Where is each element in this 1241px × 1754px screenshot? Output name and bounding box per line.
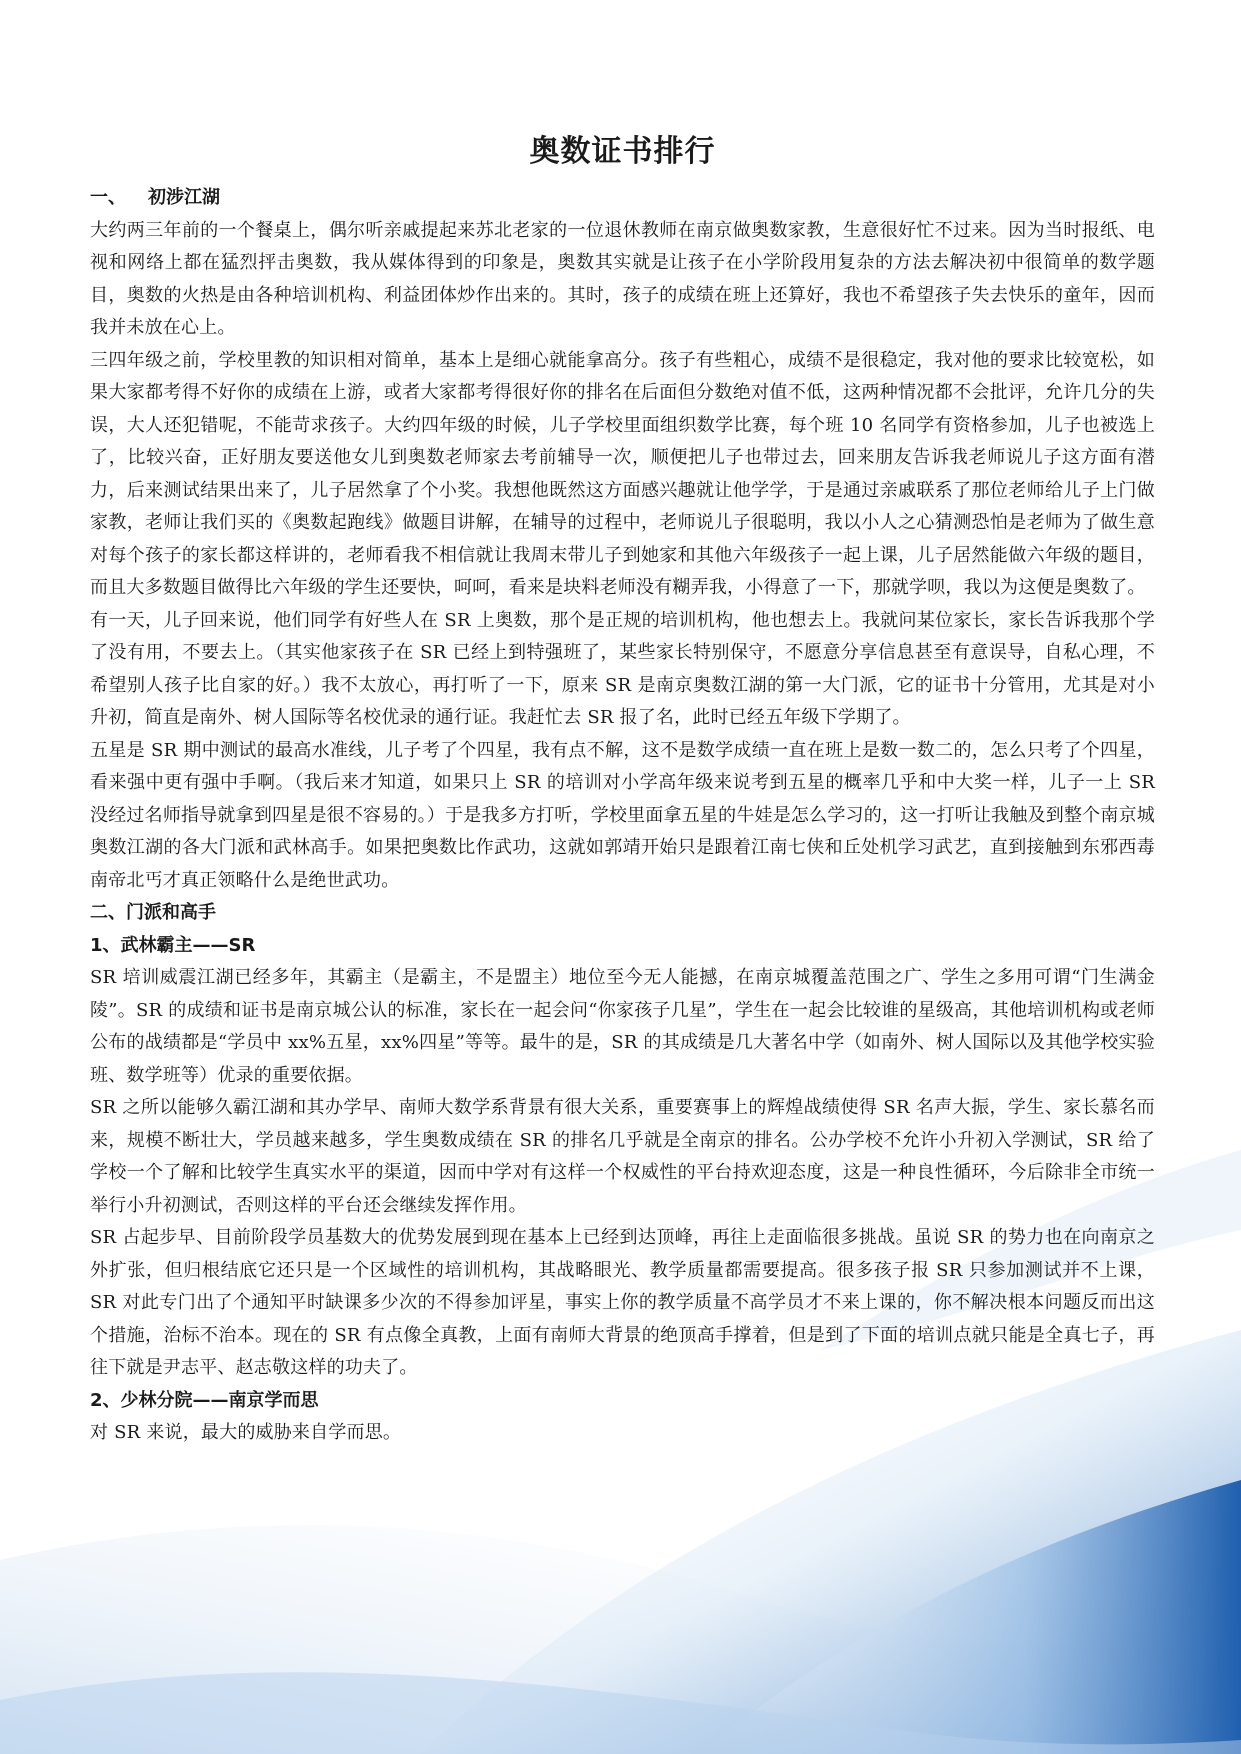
subsection-heading-xueersi: 2、少林分院——南京学而思: [90, 1389, 319, 1411]
subsection-heading-sr: 1、武林霸主——SR: [90, 934, 256, 956]
paragraph: 五星是 SR 期中测试的最高水准线，儿子考了个四星，我有点不解，这不是数学成绩一直在班上是数一数二的，怎么只考了个四星，看来强中更有强中手啊。（我后来才知道，如果只上 SR 的培训对小学高年级来说考到五星的概率几乎和中大奖一样，儿子一上 SR 没经过名师指导就拿到四星是很不容易的。）于是我多方打听，学校里面拿五星的牛娃是怎么学习的，这一打听让我触及到整个南京城奥数江湖的各大门派和武林高手。如果把奥数比作武功，这就如郭靖开始只是跟着江南七侠和丘处机学习武艺，直到接触到东邪西毒南帝北丐才真正领略什么是绝世武功。: [90, 739, 1155, 891]
document-page: [90, 128, 1155, 1450]
paragraph: SR 之所以能够久霸江湖和其办学早、南师大数学系背景有很大关系，重要赛事上的辉煌战绩使得 SR 名声大振，学生、家长慕名而来，规模不断壮大，学员越来越多，学生奥数成绩在 SR 的排名几乎就是全南京的排名。公办学校不允许小升初入学测试，SR 给了学校一个了解和比较学生真实水平的渠道，因而中学对有这样一个权威性的平台持欢迎态度，这是一种良性循环，今后除非全市统一举行小升初测试，否则这样的平台还会继续发挥作用。: [90, 1097, 1155, 1216]
document-title: 奥数证书排行: [529, 134, 716, 169]
paragraph: SR 占起步早、目前阶段学员基数大的优势发展到现在基本上已经到达顶峰，再往上走面临很多挑战。虽说 SR 的势力也在向南京之外扩张，但归根结底它还只是一个区域性的培训机构，其战略眼光、教学质量都需要提高。很多孩子报 SR 只参加测试并不上课，SR 对此专门出了个通知平时缺课多少次的不得参加评星，事实上你的教学质量不高学员才不来上课的，你不解决根本问题反而出这个措施，治标不治本。现在的 SR 有点像全真教，上面有南师大背景的绝顶高手撑着，但是到了下面的培训点就只能是全真七子，再往下就是尹志平、赵志敬这样的功夫了。: [90, 1227, 1155, 1378]
paragraph: 大约两三年前的一个餐桌上，偶尔听亲戚提起来苏北老家的一位退休教师在南京做奥数家教，生意很好忙不过来。因为当时报纸、电视和网络上都在猛烈抨击奥数，我从媒体得到的印象是，奥数其实就是让孩子在小学阶段用复杂的方法去解决初中很简单的数学题目，奥数的火热是由各种培训机构、利益团体炒作出来的。其时，孩子的成绩在班上还算好，我也不希望孩子失去快乐的童年，因而我并未放在心上。: [90, 219, 1155, 338]
section-heading-2: 二、门派和高手: [90, 902, 216, 923]
section-heading-1: [90, 182, 1155, 215]
paragraph: SR 培训威震江湖已经多年，其霸主（是霸主，不是盟主）地位至今无人能撼，在南京城覆盖范围之广、学生之多用可谓“门生满金陵”。SR 的成绩和证书是南京城公认的标准，家长在一起会问“你家孩子几星”，学生在一起会比较谁的星级高，其他培训机构或老师公布的战绩都是“学员中 xx%五星，xx%四星”等等。最牛的是，SR 的其成绩是几大著名中学（如南外、树人国际以及其他学校实验班、数学班等）优录的重要依据。: [90, 967, 1155, 1086]
section-heading-text: 初涉江湖: [148, 187, 220, 208]
paragraph: 对 SR 来说，最大的威胁来自学而思。: [90, 1422, 402, 1443]
section-number: 一、: [90, 187, 126, 208]
paragraph: 三四年级之前，学校里教的知识相对简单，基本上是细心就能拿高分。孩子有些粗心，成绩不是很稳定，我对他的要求比较宽松，如果大家都考得不好你的成绩在上游，或者大家都考得很好你的排名在后面但分数绝对值不低，这两种情况都不会批评，允许几分的失误，大人还犯错呢，不能苛求孩子。大约四年级的时候，儿子学校里面组织数学比赛，每个班 10 名同学有资格参加，儿子也被选上了，比较兴奋，正好朋友要送他女儿到奥数老师家去考前辅导一次，顺便把儿子也带过去，回来朋友告诉我老师说儿子这方面有潜力，后来测试结果出来了，儿子居然拿了个小奖。我想他既然这方面感兴趣就让他学学，于是通过亲戚联系了那位老师给儿子上门做家教，老师让我们买的《奥数起跑线》做题目讲解，在辅导的过程中，老师说儿子很聪明，我以小人之心猜测恐怕是老师为了做生意对每个孩子的家长都这样讲的，老师看我不相信就让我周末带儿子到她家和其他六年级孩子一起上课，儿子居然能做六年级的题目，而且大多数题目做得比六年级的学生还要快，呵呵，看来是块料老师没有糊弄我，小得意了一下，那就学呗，我以为这便是奥数了。: [90, 349, 1155, 598]
paragraph: 有一天，儿子回来说，他们同学有好些人在 SR 上奥数，那个是正规的培训机构，他也想去上。我就问某位家长，家长告诉我那个学了没有用，不要去上。（其实他家孩子在 SR 已经上到特强班了，某些家长特别保守，不愿意分享信息甚至有意误导，自私心理，不希望别人孩子比自家的好。）我不太放心，再打听了一下，原来 SR 是南京奥数江湖的第一大门派，它的证书十分管用，尤其是对小升初，简直是南外、树人国际等名校优录的通行证。我赶忙去 SR 报了名，此时已经五年级下学期了。: [90, 609, 1155, 728]
